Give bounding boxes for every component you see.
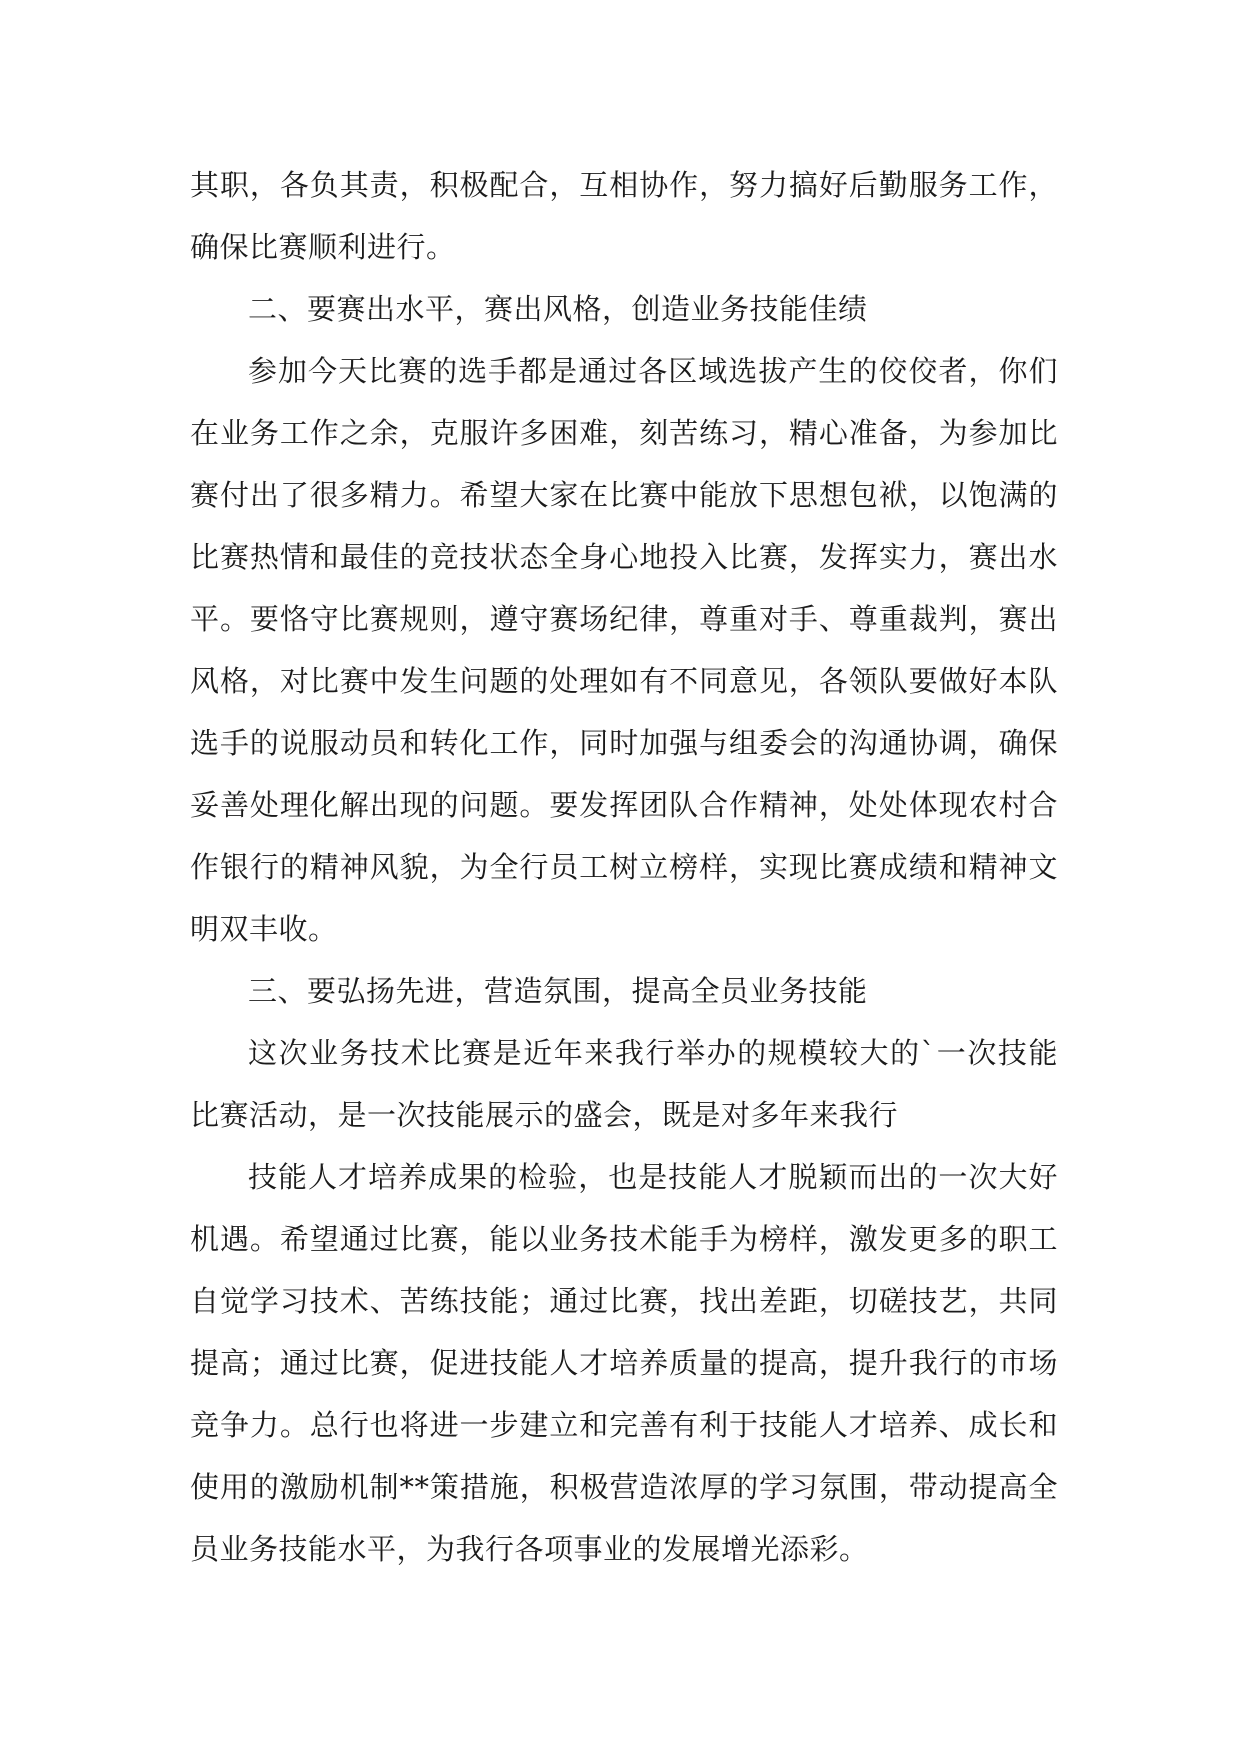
paragraph-competition-event: 这次业务技术比赛是近年来我行举办的规模较大的`一次技能比赛活动，是一次技能展示的盛会，既是对多年来我行 xyxy=(190,1036,1058,1132)
paragraph-talent-development: 技能人才培养成果的检验，也是技能人才脱颖而出的一次大好机遇。希望通过比赛，能以业务技术能手为榜样，激发更多的职工自觉学习技术、苦练技能；通过比赛，找出差距，切磋技艺，共同提高；通过比赛，促进技能人才培养质量的提高，提升我行的市场竞争力。总行也将进一步建立和完善有利于技能人才培养、成长和使用的激励机制**策措施，积极营造浓厚的学习氛围，带动提高全员业务技能水平，为我行各项事业的发展增光添彩。 xyxy=(190,1160,1058,1566)
document-body xyxy=(190,154,1058,1580)
section-heading-2: 二、要赛出水平，赛出风格，创造业务技能佳绩 xyxy=(248,292,868,326)
paragraph-continuation: 其职，各负其责，积极配合，互相协作，努力搞好后勤服务工作，确保比赛顺利进行。 xyxy=(190,168,1058,264)
section-heading-3: 三、要弘扬先进，营造氛围，提高全员业务技能 xyxy=(248,974,868,1008)
paragraph-contestants: 参加今天比赛的选手都是通过各区域选拔产生的佼佼者，你们在业务工作之余，克服许多困难，刻苦练习，精心准备，为参加比赛付出了很多精力。希望大家在比赛中能放下思想包袱，以饱满的比赛热情和最佳的竞技状态全身心地投入比赛，发挥实力，赛出水平。要恪守比赛规则，遵守赛场纪律，尊重对手、尊重裁判，赛出风格，对比赛中发生问题的处理如有不同意见，各领队要做好本队选手的说服动员和转化工作，同时加强与组委会的沟通协调，确保妥善处理化解出现的问题。要发挥团队合作精神，处处体现农村合作银行的精神风貌，为全行员工树立榜样，实现比赛成绩和精神文明双丰收。 xyxy=(190,354,1058,946)
